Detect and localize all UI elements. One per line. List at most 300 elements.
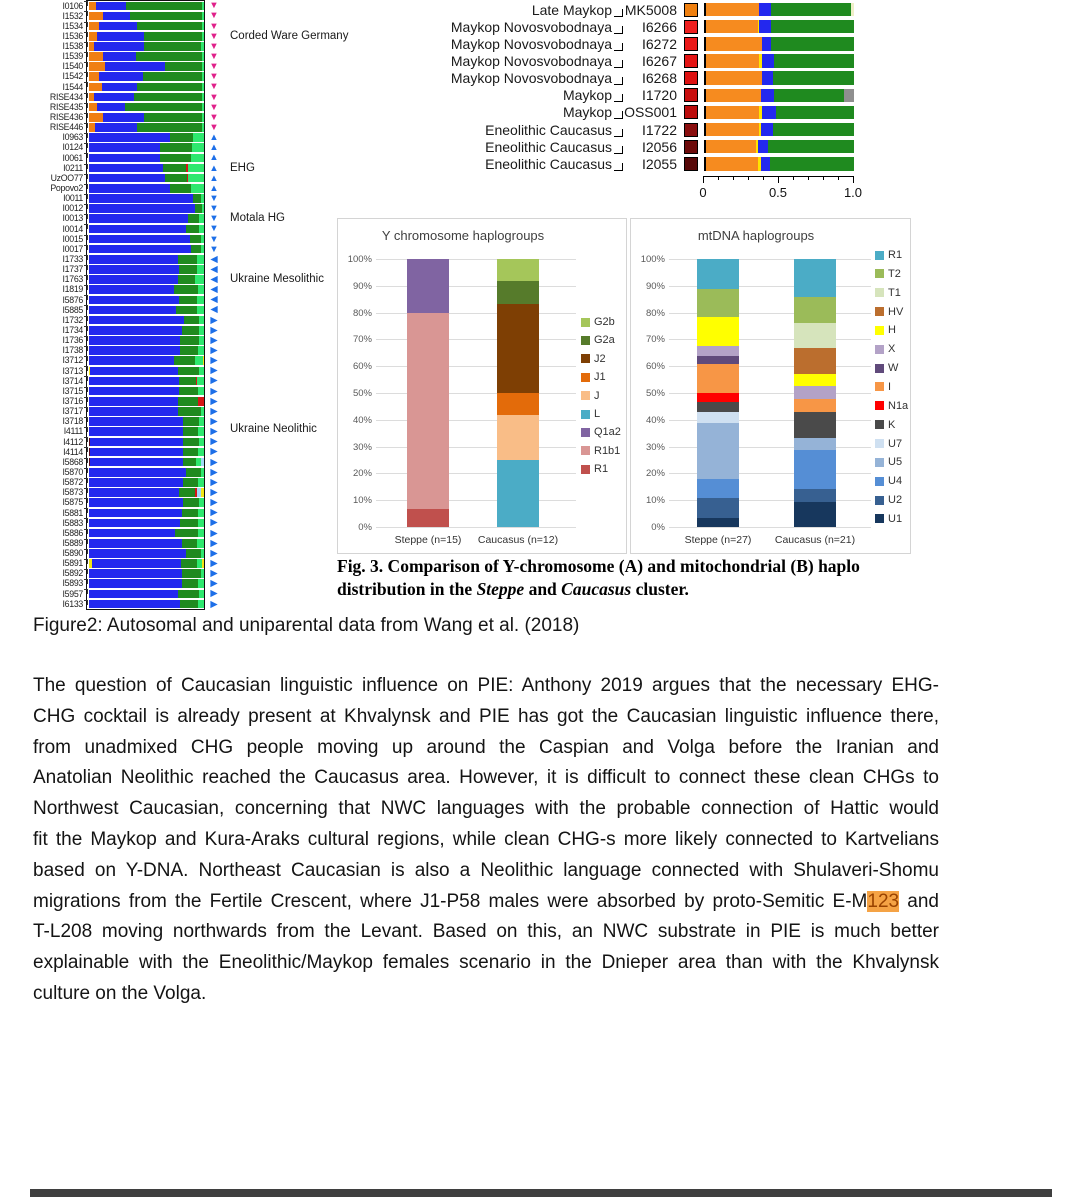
admixture-bar xyxy=(89,569,204,578)
gridline xyxy=(376,313,576,314)
paragraph-text: The question of Caucasian linguistic influence on PIE: Anthony 2019 argues that the necessary EHG- xyxy=(33,675,939,696)
haplogroup-segment xyxy=(794,374,836,387)
y-tick-label: 10% xyxy=(352,495,372,507)
legend-item xyxy=(875,513,902,525)
sample-id: I2055 xyxy=(641,155,677,172)
admixture-bar xyxy=(89,387,204,396)
ancestry-segment xyxy=(706,20,758,34)
cluster-swatch xyxy=(684,157,698,171)
sample-label: I1538 xyxy=(62,41,83,52)
gridline xyxy=(376,366,576,367)
culture-label: Maykop Novosvobodnaya xyxy=(450,18,612,35)
group-marker-icon: ◀ xyxy=(210,284,218,296)
label-tick xyxy=(84,82,88,87)
ancestry-segment xyxy=(197,296,204,305)
paragraph-text: migrations from the Fertile Crescent, where J1-P58 males were absorbed by proto-Semitic E-M xyxy=(33,890,868,912)
y-tick-label: 0% xyxy=(651,522,665,533)
legend-label: H xyxy=(888,324,896,337)
sample-label: I5886 xyxy=(62,527,83,538)
admixture-bar xyxy=(89,600,204,609)
ancestry-segment xyxy=(198,427,204,436)
label-bracket xyxy=(614,163,623,171)
ancestry-segment xyxy=(89,468,186,477)
group-marker-icon: ▶ xyxy=(210,466,218,478)
body-paragraph xyxy=(33,671,939,1010)
group-marker-icon: ▶ xyxy=(210,375,218,387)
ancestry-segment xyxy=(202,22,204,31)
ancestry-segment xyxy=(89,275,178,284)
category-label: Steppe (n=15) xyxy=(394,534,462,546)
legend-swatch xyxy=(875,364,884,373)
admixture-row xyxy=(33,397,220,406)
admixture-structure-plot-right xyxy=(390,0,870,205)
haplogroup-segment xyxy=(407,259,449,313)
legend-label: L xyxy=(594,408,601,420)
admixture-bar xyxy=(89,377,204,386)
legend-label: Q1a2 xyxy=(594,426,621,439)
ancestry-segment xyxy=(201,407,204,416)
ancestry-segment xyxy=(90,458,183,467)
gridline xyxy=(376,447,576,448)
label-tick xyxy=(84,336,88,341)
legend-label: J1 xyxy=(594,371,606,384)
maykop-row xyxy=(390,53,854,68)
ancestry-segment xyxy=(199,316,204,325)
legend-label: R1 xyxy=(594,463,609,476)
legend-swatch xyxy=(875,269,884,278)
ancestry-segment xyxy=(198,579,204,588)
label-tick xyxy=(84,153,88,158)
ancestry-segment xyxy=(706,157,758,171)
ancestry-segment xyxy=(762,54,774,68)
admixture-row xyxy=(33,458,220,467)
admixture-row xyxy=(33,367,220,376)
ancestry-segment xyxy=(201,235,204,244)
admixture-bar xyxy=(89,83,204,92)
admixture-bar xyxy=(704,54,854,68)
haplogroup-segment xyxy=(497,304,539,394)
legend-swatch xyxy=(875,382,884,391)
admixture-row xyxy=(33,306,220,315)
group-label: Ukraine Neolithic xyxy=(230,423,317,435)
ancestry-segment xyxy=(89,245,191,254)
ancestry-segment xyxy=(758,140,768,154)
haplogroup-segment xyxy=(497,259,539,281)
label-bracket xyxy=(614,9,623,17)
ancestry-segment xyxy=(706,54,759,68)
ancestry-segment xyxy=(774,54,854,68)
admixture-row xyxy=(33,498,220,507)
admixture-bar xyxy=(89,214,204,223)
admixture-row xyxy=(33,387,220,396)
admixture-bar xyxy=(89,367,204,376)
label-tick xyxy=(84,468,88,473)
label-tick xyxy=(84,600,88,605)
ancestry-segment xyxy=(99,22,137,31)
admixture-bar xyxy=(89,265,204,274)
ancestry-segment xyxy=(776,106,854,120)
group-marker-icon: ▶ xyxy=(210,517,218,529)
group-marker-icon: ▼ xyxy=(209,10,219,22)
admixture-bar xyxy=(89,62,204,71)
ancestry-segment xyxy=(771,20,854,34)
ancestry-segment xyxy=(201,488,204,497)
paragraph-text: Anatolian Neolithic reached the Caucasus area. However, it is difficult to connect these clean CHGs to xyxy=(33,767,939,789)
sample-id: I2056 xyxy=(641,138,677,155)
group-marker-icon: ▲ xyxy=(209,142,219,154)
admixture-bar xyxy=(89,438,204,447)
admixture-bar xyxy=(704,3,854,17)
paragraph-line xyxy=(33,948,939,979)
legend-item xyxy=(581,353,606,365)
admixture-bar xyxy=(89,143,204,152)
legend-swatch xyxy=(581,446,590,455)
ancestry-segment xyxy=(89,600,180,609)
label-tick xyxy=(84,11,88,16)
gridline xyxy=(376,420,576,421)
ancestry-segment xyxy=(92,559,181,568)
ancestry-segment xyxy=(137,83,201,92)
paragraph-line xyxy=(33,979,939,1010)
group-marker-icon: ▼ xyxy=(209,0,219,12)
paragraph-text: based on Y-DNA. Northeast Caucasian is also a Neolithic language connected with Shulaveri-Shomu xyxy=(33,859,939,881)
ancestry-segment xyxy=(89,174,165,183)
ancestry-segment xyxy=(178,275,195,284)
paragraph-line xyxy=(33,794,939,825)
haplogroup-segment xyxy=(697,364,739,393)
ancestry-segment xyxy=(89,143,160,152)
label-tick xyxy=(84,72,88,77)
sample-label: I0106 xyxy=(62,0,83,11)
mtdna-haplogroup-chart xyxy=(630,218,911,554)
haplogroup-segment xyxy=(497,460,539,527)
ancestry-segment xyxy=(198,346,204,355)
ancestry-segment xyxy=(774,89,844,103)
admixture-bar xyxy=(89,498,204,507)
x-axis-tick xyxy=(703,176,704,183)
label-tick xyxy=(84,417,88,422)
ancestry-segment xyxy=(198,478,204,487)
ancestry-segment xyxy=(184,316,199,325)
paragraph-line xyxy=(33,763,939,794)
ancestry-segment xyxy=(190,235,200,244)
sample-label: RISE436 xyxy=(49,112,83,123)
admixture-bar xyxy=(89,275,204,284)
admixture-bar xyxy=(89,93,204,102)
ancestry-segment xyxy=(183,417,199,426)
legend-label: W xyxy=(888,362,899,375)
x-axis-tick xyxy=(718,176,719,180)
group-marker-icon: ◀ xyxy=(210,294,218,306)
ancestry-segment xyxy=(89,417,183,426)
x-axis-tick-label: 0.5 xyxy=(768,184,788,200)
ancestry-segment xyxy=(197,539,204,548)
ancestry-segment xyxy=(181,559,197,568)
group-marker-icon: ▼ xyxy=(209,91,219,103)
label-tick xyxy=(84,437,88,442)
legend-label: J xyxy=(594,389,600,402)
ancestry-segment xyxy=(183,448,198,457)
ancestry-segment xyxy=(706,123,759,137)
ancestry-segment xyxy=(706,37,762,51)
legend-item xyxy=(581,445,620,457)
legend-swatch xyxy=(875,477,884,486)
admixture-bar xyxy=(89,22,204,31)
group-marker-icon: ▶ xyxy=(210,405,218,417)
ancestry-segment xyxy=(94,93,134,102)
admixture-row xyxy=(33,549,220,558)
ancestry-segment xyxy=(201,194,204,203)
ancestry-segment xyxy=(89,12,103,21)
haplogroup-segment xyxy=(794,438,836,451)
label-tick xyxy=(84,508,88,513)
admixture-bar xyxy=(89,316,204,325)
legend-swatch xyxy=(581,373,590,382)
legend-item xyxy=(581,408,600,420)
label-tick xyxy=(84,113,88,118)
admixture-row xyxy=(33,42,220,51)
label-tick xyxy=(84,194,88,199)
ancestry-segment xyxy=(170,133,193,142)
ancestry-segment xyxy=(771,3,851,17)
admixture-bar xyxy=(89,285,204,294)
label-bracket xyxy=(614,26,623,34)
ancestry-segment xyxy=(89,296,179,305)
ancestry-segment xyxy=(125,103,202,112)
sample-label: I0011 xyxy=(63,193,83,204)
paragraph-line xyxy=(33,887,939,918)
label-tick xyxy=(84,93,88,98)
legend-swatch xyxy=(581,391,590,400)
admixture-row xyxy=(33,600,220,609)
legend-item xyxy=(875,475,902,487)
ancestry-segment xyxy=(198,448,204,457)
ancestry-segment xyxy=(762,71,772,85)
ancestry-segment xyxy=(195,356,203,365)
sample-label: I1536 xyxy=(62,30,83,41)
y-tick-label: 90% xyxy=(645,280,665,292)
legend-label: R1 xyxy=(888,249,903,261)
legend-label: U7 xyxy=(888,437,903,450)
group-marker-icon: ▶ xyxy=(210,537,218,549)
ancestry-segment xyxy=(136,52,202,61)
admixture-bar xyxy=(89,296,204,305)
ancestry-segment xyxy=(97,32,144,41)
ancestry-segment xyxy=(202,12,204,21)
x-axis-tick xyxy=(778,176,779,183)
ancestry-segment xyxy=(90,438,183,447)
y-tick-label: 50% xyxy=(645,388,665,399)
admixture-row xyxy=(33,184,220,193)
ancestry-segment xyxy=(89,194,193,203)
admixture-bar xyxy=(89,397,204,406)
group-marker-icon: ▼ xyxy=(209,30,219,42)
sample-label: I3718 xyxy=(62,416,83,427)
admixture-row xyxy=(33,509,220,518)
group-marker-icon: ▶ xyxy=(210,547,218,559)
sample-label: I5881 xyxy=(62,507,83,518)
maykop-row xyxy=(390,71,854,86)
admixture-bar xyxy=(89,417,204,426)
ancestry-segment xyxy=(89,549,186,558)
group-marker-icon: ▶ xyxy=(210,314,218,326)
ancestry-segment xyxy=(160,143,192,152)
admixture-bar xyxy=(89,539,204,548)
caption-text: cluster. xyxy=(631,579,689,599)
ancestry-segment xyxy=(89,184,170,193)
y-tick-label: 20% xyxy=(352,468,372,480)
sample-label: I5957 xyxy=(62,588,83,599)
group-marker-icon: ▼ xyxy=(209,243,219,255)
haplogroup-segment xyxy=(697,498,739,518)
y-tick-label: 30% xyxy=(645,441,665,453)
group-marker-icon: ◀ xyxy=(210,304,218,316)
ancestry-segment xyxy=(126,2,202,11)
y-tick-label: 100% xyxy=(347,254,372,265)
ancestry-segment xyxy=(89,72,99,81)
ancestry-segment xyxy=(163,164,186,173)
ancestry-segment xyxy=(770,157,854,171)
gridline xyxy=(669,527,871,528)
ancestry-segment xyxy=(174,285,198,294)
admixture-bar xyxy=(89,164,204,173)
group-marker-icon: ▶ xyxy=(210,476,218,488)
caption-line xyxy=(337,555,982,578)
ancestry-segment xyxy=(102,83,138,92)
legend-label: K xyxy=(888,418,896,431)
ancestry-segment xyxy=(89,154,160,163)
ancestry-segment xyxy=(188,214,200,223)
ancestry-segment xyxy=(199,214,204,223)
paragraph-line xyxy=(33,825,939,856)
label-tick xyxy=(84,458,88,463)
ancestry-segment xyxy=(201,245,204,254)
maykop-row xyxy=(390,19,854,34)
ancestry-segment xyxy=(706,89,761,103)
ancestry-segment xyxy=(199,225,204,234)
ancestry-segment xyxy=(182,539,197,548)
ancestry-segment xyxy=(183,498,199,507)
sample-label: I0013 xyxy=(62,213,83,224)
legend-item xyxy=(875,456,902,468)
legend-swatch xyxy=(875,307,884,316)
admixture-bar xyxy=(704,123,854,137)
paragraph-text: CHG cocktail is already present at Khvalynsk and PIE has got the Caucasian linguistic influence there, xyxy=(33,705,939,727)
paragraph-text: fit the Maykop and Kura-Araks cultural regions, while clean CHG-s more likely connected to Kartvelians xyxy=(33,828,939,850)
culture-label: Maykop xyxy=(562,104,612,121)
sample-id: I6267 xyxy=(641,52,677,69)
y-tick-label: 0% xyxy=(358,522,372,533)
haplogroup-segment xyxy=(697,479,739,498)
admixture-bar xyxy=(89,356,204,365)
sample-label: I0012 xyxy=(62,203,83,214)
ancestry-segment xyxy=(182,569,200,578)
ancestry-segment xyxy=(165,174,187,183)
x-axis-tick xyxy=(748,176,749,180)
ancestry-segment xyxy=(144,32,202,41)
haplogroup-segment xyxy=(697,356,739,364)
ancestry-segment xyxy=(89,225,186,234)
ancestry-segment xyxy=(191,154,204,163)
admixture-bar xyxy=(89,519,204,528)
admixture-bar xyxy=(89,133,204,142)
sample-label: I1737 xyxy=(62,264,83,275)
ancestry-segment xyxy=(199,590,204,599)
y-tick-label: 40% xyxy=(645,414,665,426)
haplogroup-segment xyxy=(697,402,739,411)
haplogroup-segment xyxy=(794,259,836,297)
haplogroup-segment xyxy=(794,399,836,412)
ancestry-segment xyxy=(89,326,182,335)
sample-label: I3712 xyxy=(62,355,83,366)
label-tick xyxy=(84,305,88,310)
legend-swatch xyxy=(875,401,884,410)
admixture-bar xyxy=(704,89,854,103)
group-marker-icon: ▼ xyxy=(209,233,219,245)
x-axis-tick-label: 0 xyxy=(699,184,707,200)
sample-label: I3716 xyxy=(62,395,83,406)
sample-label: I0015 xyxy=(62,233,83,244)
haplogroup-segment xyxy=(794,412,836,437)
group-marker-icon: ▶ xyxy=(210,355,218,367)
legend-swatch xyxy=(875,439,884,448)
ancestry-segment xyxy=(178,367,200,376)
gridline xyxy=(376,259,576,260)
group-marker-icon: ▶ xyxy=(210,578,218,590)
cluster-swatch xyxy=(684,88,698,102)
admixture-row xyxy=(33,519,220,528)
admixture-bar xyxy=(89,468,204,477)
admixture-row xyxy=(33,52,220,61)
ancestry-segment xyxy=(202,93,204,102)
legend-swatch xyxy=(581,428,590,437)
admixture-bar xyxy=(89,204,204,213)
admixture-bar xyxy=(89,235,204,244)
admixture-row xyxy=(33,164,220,173)
ancestry-segment xyxy=(202,559,204,568)
label-tick xyxy=(84,235,88,240)
group-marker-icon: ▶ xyxy=(210,568,218,580)
ancestry-segment xyxy=(706,106,759,120)
admixture-bar xyxy=(89,427,204,436)
x-axis-tick-label: 1.0 xyxy=(843,184,863,200)
admixture-bar xyxy=(89,184,204,193)
ancestry-segment xyxy=(192,143,204,152)
label-tick xyxy=(84,1,88,6)
x-axis-tick xyxy=(823,176,824,180)
ancestry-segment xyxy=(761,123,773,137)
group-marker-icon: ▶ xyxy=(210,334,218,346)
ancestry-segment xyxy=(95,123,138,132)
haplogroup-segment xyxy=(697,423,739,479)
group-marker-icon: ▲ xyxy=(209,172,219,184)
legend-label: HV xyxy=(888,305,904,318)
sample-id: OSS001 xyxy=(624,104,677,121)
ancestry-segment xyxy=(199,336,204,345)
group-marker-icon: ▶ xyxy=(210,456,218,468)
ancestry-segment xyxy=(165,62,202,71)
caption-text: distribution in the xyxy=(337,579,477,599)
ancestry-segment xyxy=(89,509,182,518)
paragraph-text: Northwest Caucasian, concerning that NWC languages with the probable connection of Hattic would xyxy=(33,798,939,820)
sample-label: I0014 xyxy=(62,223,83,234)
label-tick xyxy=(84,224,88,229)
group-marker-icon: ▶ xyxy=(210,345,218,357)
group-marker-icon: ▶ xyxy=(210,416,218,428)
ancestry-segment xyxy=(89,113,103,122)
label-tick xyxy=(84,265,88,270)
label-tick xyxy=(84,397,88,402)
